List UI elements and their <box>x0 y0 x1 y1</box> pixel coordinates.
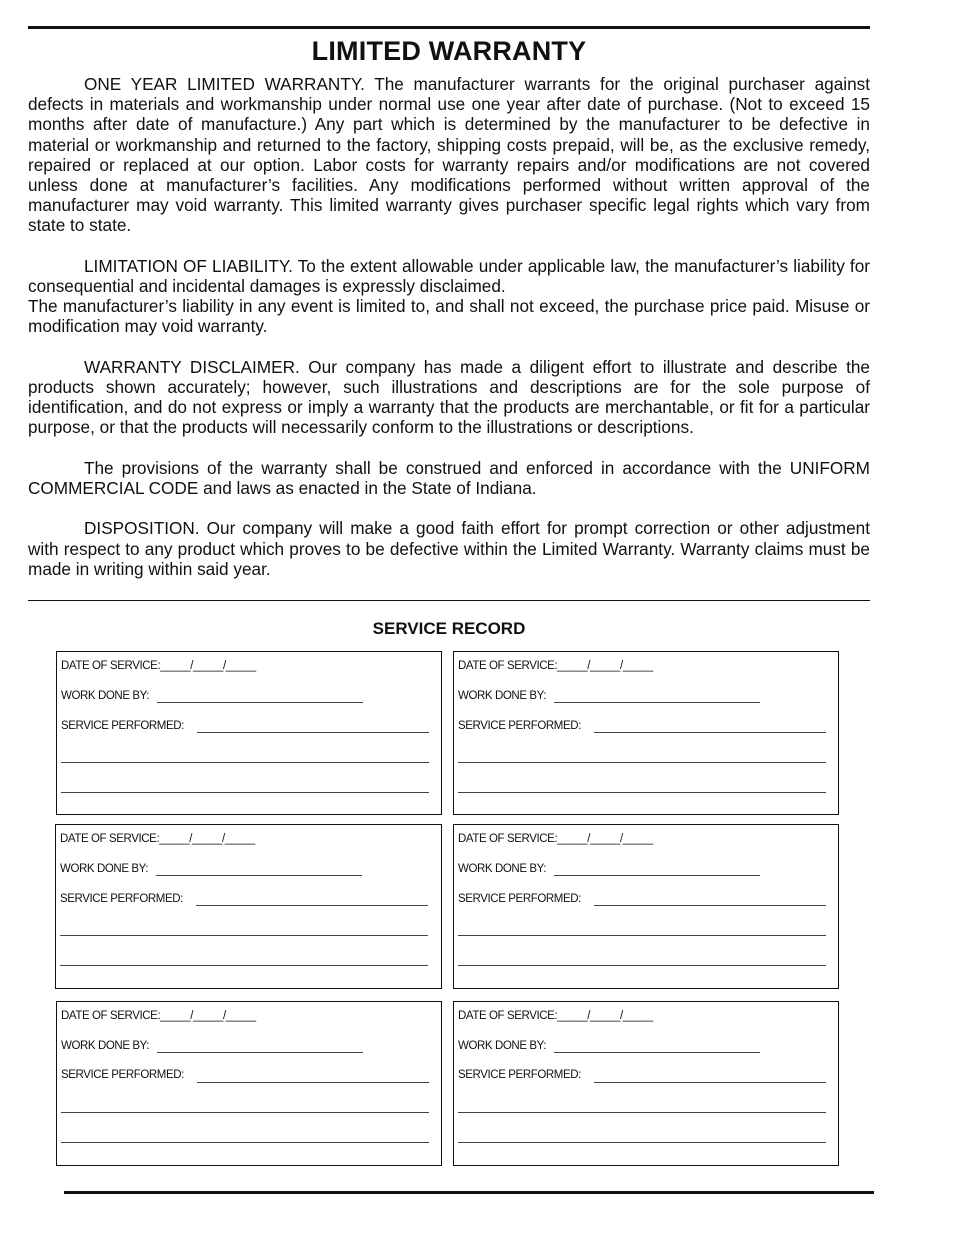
notes-line[interactable] <box>61 762 429 763</box>
work-done-by-label: WORK DONE BY: <box>60 863 149 875</box>
notes-line[interactable] <box>458 1142 826 1143</box>
work-done-by-label: WORK DONE BY: <box>458 863 547 875</box>
service-record-card <box>55 824 442 989</box>
date-of-service-field[interactable]: DATE OF SERVICE:_____/_____/_____ <box>61 660 256 672</box>
service-performed-label: SERVICE PERFORMED: <box>458 720 581 732</box>
service-performed-line[interactable] <box>196 905 428 906</box>
service-performed-label: SERVICE PERFORMED: <box>60 893 183 905</box>
work-done-by-label: WORK DONE BY: <box>61 690 150 702</box>
service-performed-line[interactable] <box>594 732 826 733</box>
date-of-service-field[interactable]: DATE OF SERVICE:_____/_____/_____ <box>458 1010 653 1022</box>
service-performed-line[interactable] <box>197 1082 429 1083</box>
paragraph-governing-law: The provisions of the warranty shall be construed and enforced in accordance with the UNIFORM COMMERCIAL CODE and laws as enacted in the State of Indiana. <box>28 457 870 499</box>
service-record-card <box>453 1001 839 1166</box>
work-done-by-label: WORK DONE BY: <box>458 690 547 702</box>
paragraph-limitation-of-liability <box>28 256 870 337</box>
work-done-by-line[interactable] <box>157 702 363 703</box>
service-record-card <box>56 651 442 815</box>
service-record-title: SERVICE RECORD <box>372 619 526 638</box>
date-of-service-field[interactable]: DATE OF SERVICE:_____/_____/_____ <box>61 1010 256 1022</box>
work-done-by-line[interactable] <box>157 1052 363 1053</box>
page-title: LIMITED WARRANTY <box>311 36 587 66</box>
paragraph-disposition: DISPOSITION. Our company will make a good faith effort for prompt correction or other adjustment with respect to any product which proves to be defective within the Limited Warranty. Warranty claims must be made in writing within said year. <box>28 518 870 579</box>
warranty-text <box>28 74 870 599</box>
notes-line[interactable] <box>458 1112 826 1113</box>
paragraph-one-year-warranty: ONE YEAR LIMITED WARRANTY. The manufacturer warrants for the original purchaser against defects in materials and workmanship under normal use one year after date of purchase. (Not to exceed 15 months after date of manufacture.) Any part which is determined by the manufacturer to be defective in material or workmanship and returned to the factory, shipping costs prepaid, will be, as the exclusive remedy, repaired or replaced at our option. Labor costs for warranty repairs and/or modifications are not covered unless done at manufacturer’s facilities. Any modifications performed without written approval of the manufacturer may void warranty. This limited warranty gives purchaser specific legal rights which vary from state to state. <box>28 74 870 236</box>
top-rule <box>28 26 870 29</box>
work-done-by-line[interactable] <box>554 875 760 876</box>
bottom-rule <box>64 1191 874 1194</box>
liability-part-b: The manufacturer’s liability in any event is limited to, and shall not exceed, the purchase price paid. Misuse or modification may void warranty. <box>28 296 870 337</box>
notes-line[interactable] <box>458 762 826 763</box>
service-performed-label: SERVICE PERFORMED: <box>61 720 184 732</box>
date-of-service-field[interactable]: DATE OF SERVICE:_____/_____/_____ <box>458 833 653 845</box>
liability-part-a: LIMITATION OF LIABILITY. To the extent allowable under applicable law, the manufacturer’s liability for consequential and incidental damages is expressly disclaimed. <box>28 255 870 297</box>
service-performed-label: SERVICE PERFORMED: <box>458 1069 581 1081</box>
service-record-card <box>56 1001 442 1166</box>
notes-line[interactable] <box>458 935 826 936</box>
notes-line[interactable] <box>458 965 826 966</box>
date-of-service-field[interactable]: DATE OF SERVICE:_____/_____/_____ <box>458 660 653 672</box>
paragraph-warranty-disclaimer: WARRANTY DISCLAIMER. Our company has made a diligent effort to illustrate and describe the products shown accurately; however, such illustrations and descriptions are for the sole purpose of identification, and do not express or imply a warranty that the products are merchantable, or fit for a particular purpose, or that the products will necessarily conform to the illustrations or descriptions. <box>28 356 870 438</box>
middle-rule <box>28 600 870 601</box>
notes-line[interactable] <box>60 935 428 936</box>
notes-line[interactable] <box>61 792 429 793</box>
service-performed-line[interactable] <box>594 905 826 906</box>
work-done-by-label: WORK DONE BY: <box>458 1040 547 1052</box>
service-record-card <box>453 824 839 989</box>
notes-line[interactable] <box>61 1142 429 1143</box>
date-of-service-field[interactable]: DATE OF SERVICE:_____/_____/_____ <box>60 833 255 845</box>
service-performed-label: SERVICE PERFORMED: <box>61 1069 184 1081</box>
work-done-by-label: WORK DONE BY: <box>61 1040 150 1052</box>
notes-line[interactable] <box>60 965 428 966</box>
notes-line[interactable] <box>61 1112 429 1113</box>
work-done-by-line[interactable] <box>156 875 362 876</box>
notes-line[interactable] <box>458 792 826 793</box>
service-performed-label: SERVICE PERFORMED: <box>458 893 581 905</box>
service-record-card <box>453 651 839 815</box>
service-performed-line[interactable] <box>197 732 429 733</box>
work-done-by-line[interactable] <box>554 702 760 703</box>
service-performed-line[interactable] <box>594 1082 826 1083</box>
work-done-by-line[interactable] <box>554 1052 760 1053</box>
